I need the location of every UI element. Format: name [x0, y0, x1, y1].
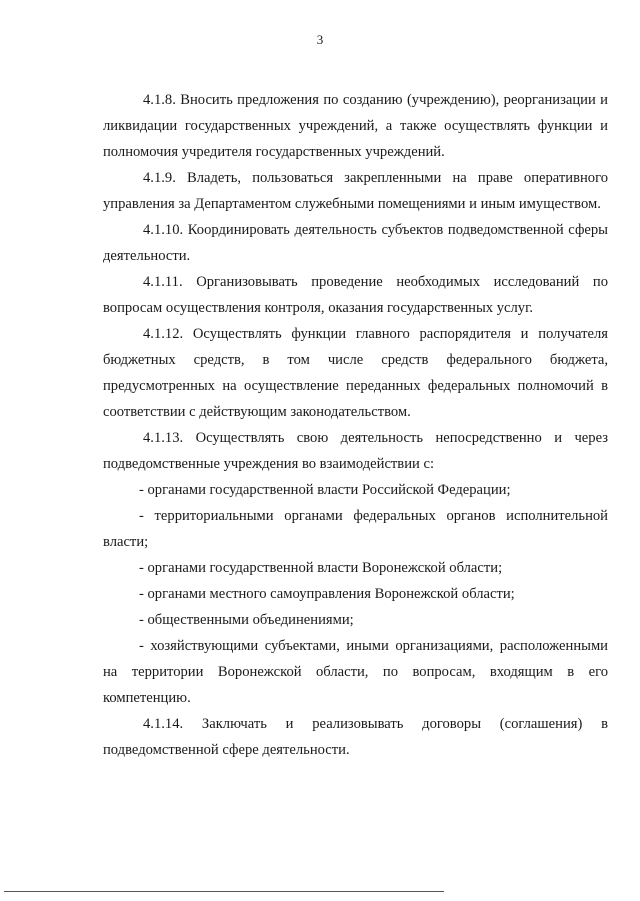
list-item-local-government: - органами местного самоуправления Воронежской области;: [139, 586, 515, 602]
page-number: 3: [316, 32, 324, 47]
clause-4-1-14: 4.1.14. Заключать и реализовывать договоры (соглашения) в подведомственной сфере деятельности.: [103, 716, 608, 758]
list-item-regional-authorities: - органами государственной власти Воронежской области;: [139, 560, 503, 576]
clause-4-1-10: 4.1.10. Координировать деятельность субъектов подведомственной сферы деятельности.: [103, 222, 608, 264]
clause-4-1-13: 4.1.13. Осуществлять свою деятельность непосредственно и через подведомственные учреждения во взаимодействии с:: [103, 430, 608, 472]
list-item-federal-authorities: - органами государственной власти Российской Федерации;: [139, 482, 511, 498]
list-item-territorial-authorities: - территориальными органами федеральных органов исполнительной власти;: [103, 508, 608, 550]
bottom-divider: [4, 891, 444, 892]
clause-4-1-8: 4.1.8. Вносить предложения по созданию (учреждению), реорганизации и ликвидации государственных учреждений, а также осуществлять функции и полномочия учредителя государственных учреждений.: [103, 92, 608, 160]
clause-4-1-9: 4.1.9. Владеть, пользоваться закрепленными на праве оперативного управления за Департаментом служебными помещениями и иным имуществом.: [103, 170, 608, 212]
clause-4-1-11: 4.1.11. Организовывать проведение необходимых исследований по вопросам осуществления контроля, оказания государственных услуг.: [103, 274, 608, 316]
list-item-public-associations: - общественными объединениями;: [139, 612, 354, 628]
list-item-business-entities: - хозяйствующими субъектами, иными организациями, расположенными на территории Воронежской области, по вопросам, входящим в его компетенцию.: [103, 638, 608, 706]
document-body: [103, 87, 608, 763]
clause-4-1-12: 4.1.12. Осуществлять функции главного распорядителя и получателя бюджетных средств, в том числе средств федерального бюджета, предусмотренных на осуществление переданных федеральных полномочий в соответствии с действующим законодательством.: [103, 326, 608, 420]
